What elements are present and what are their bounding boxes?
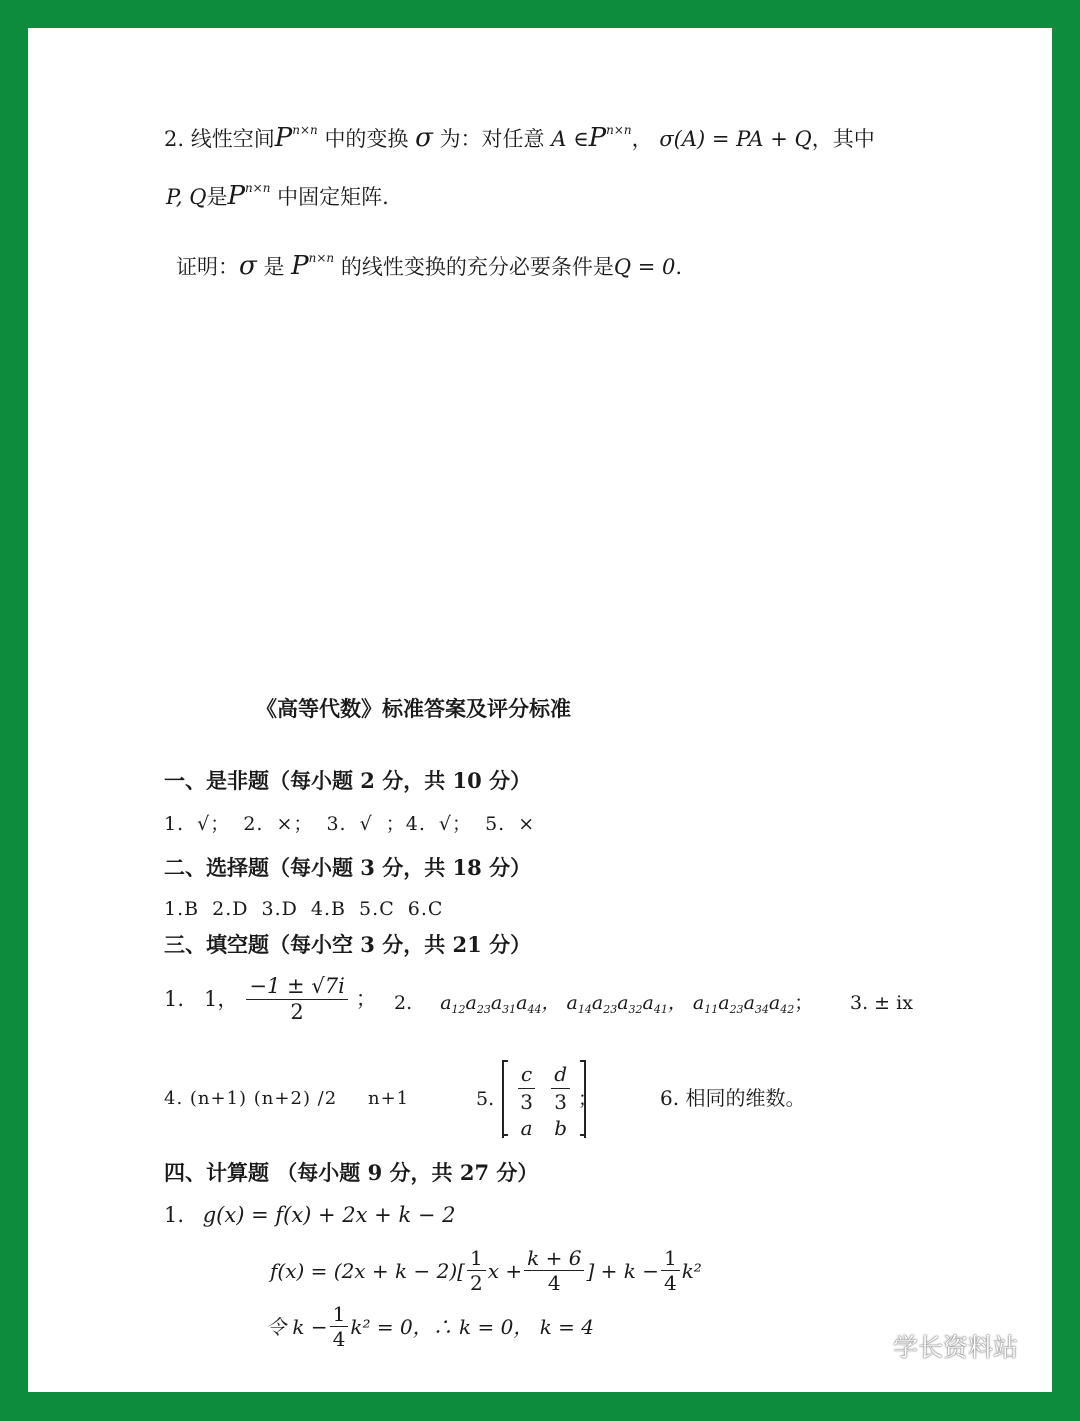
proof-text: 是 xyxy=(263,255,285,279)
fill-q2-term: $a_{12}a_{23}a_{31}a_{44}$ xyxy=(440,992,542,1016)
fill-q6: 6. 相同的维数。 xyxy=(660,1086,806,1110)
calc-q1-line1 xyxy=(164,1205,455,1226)
document-page xyxy=(28,28,1052,1392)
proof-condition: Q = 0 xyxy=(613,255,676,279)
calc-expression: ] + k − xyxy=(586,1258,659,1283)
problem-text: ， xyxy=(631,127,653,151)
fill-q2-term: $a_{14}a_{23}a_{32}a_{41}$ xyxy=(566,992,668,1016)
proof-text: 的线性变换的充分必要条件是 xyxy=(340,255,614,279)
fraction-numerator: −1 ± √7i xyxy=(246,976,347,1000)
proof-label: 证明： xyxy=(176,255,239,279)
answer-title: 《高等代数》标准答案及评分标准 xyxy=(256,696,571,721)
space-dim: n×n xyxy=(606,123,632,137)
section-heading: 三、填空题（每小空 3 分，共 21 分） xyxy=(164,932,532,957)
calc-q1-label: 1. xyxy=(164,1203,185,1227)
calc-q1-line3 xyxy=(266,1304,594,1349)
sigma-symbol: σ xyxy=(415,123,433,153)
wechat-icon xyxy=(851,1332,885,1360)
calc-expression: g(x) = f(x) + 2x + k − 2 xyxy=(202,1203,456,1227)
matrix-entry: d xyxy=(551,1062,570,1089)
space-symbol: P xyxy=(588,123,607,153)
space-symbol: P xyxy=(274,123,293,153)
fraction xyxy=(524,1248,584,1293)
fill-q1-first: 1， xyxy=(204,987,239,1011)
fraction-denominator: 4 xyxy=(332,1327,346,1351)
fill-q2-term: $a_{11}a_{23}a_{34}a_{42}$ xyxy=(692,992,795,1016)
problem-line-1 xyxy=(164,124,875,151)
math-expr: P, Q xyxy=(166,185,207,209)
section-answers: 1.B 2.D 3.D 4.B 5.C 6.C xyxy=(164,898,444,920)
calc-expression: 令 k − xyxy=(266,1314,328,1339)
problem-text: 线性空间 xyxy=(190,127,275,151)
space-dim: n×n xyxy=(292,123,318,137)
map-expression: σ(A) = PA + Q xyxy=(659,127,812,151)
fill-q1-end: ； xyxy=(355,987,377,1011)
fraction-denominator: 4 xyxy=(663,1271,677,1295)
calc-expression: f(x) = (2x + k − 2)[ xyxy=(270,1258,465,1283)
space-symbol: P xyxy=(291,251,309,281)
fraction-numerator: 1 xyxy=(467,1248,486,1271)
fraction xyxy=(661,1248,680,1293)
matrix-entry: b xyxy=(554,1116,568,1140)
fill-q5-matrix xyxy=(502,1062,586,1138)
fill-q1-fraction xyxy=(246,976,347,1023)
problem-line-2 xyxy=(166,182,389,209)
math-expr: A ∈ xyxy=(551,127,589,151)
fraction-denominator: 2 xyxy=(469,1271,483,1295)
problem-text: ，其中 xyxy=(811,127,875,151)
fill-q5-label: 5. xyxy=(476,1088,495,1110)
calc-expression: k² = 0，∴ k = 0， k = 4 xyxy=(350,1314,595,1339)
matrix-entry: 3 xyxy=(554,1090,567,1114)
calc-expression: x + xyxy=(487,1258,523,1283)
matrix-entry: a xyxy=(520,1116,533,1140)
proof-end: . xyxy=(675,255,683,279)
problem-text: 中的变换 xyxy=(324,127,409,151)
fill-q5-end: ； xyxy=(578,1088,598,1110)
fraction-numerator: 1 xyxy=(661,1248,680,1271)
fraction-denominator: 4 xyxy=(547,1271,561,1295)
space-dim: n×n xyxy=(244,181,271,195)
section-heading: 二、选择题（每小题 3 分，共 18 分） xyxy=(164,855,532,880)
matrix-entry: c xyxy=(518,1062,535,1089)
section-heading: 四、计算题 （每小题 9 分，共 27 分） xyxy=(164,1160,539,1185)
matrix-entry: 3 xyxy=(520,1090,533,1114)
matrix-column xyxy=(551,1062,570,1138)
fraction-numerator: k + 6 xyxy=(524,1248,584,1271)
fraction-denominator: 2 xyxy=(290,1000,304,1024)
proof-line xyxy=(176,252,682,279)
fill-q4b: n+1 xyxy=(368,1088,410,1109)
matrix-column xyxy=(518,1062,535,1138)
fill-q3: 3. ± ix xyxy=(850,992,913,1014)
fill-q2: 2. $a_{12}a_{23}a_{31}a_{44}$， $a_{14}a_{23}a_{32}a_{41}$， $a_{11}a_{23}a_{34}a_{42}$； xyxy=(394,992,814,1016)
problem-text: 是 xyxy=(206,185,228,209)
calc-expression: k² xyxy=(681,1258,702,1283)
fraction-numerator: 1 xyxy=(330,1304,349,1327)
section-answers: 1. √； 2. ×； 3. √ ；4. √； 5. × xyxy=(164,813,536,835)
section-heading: 一、是非题（每小题 2 分，共 10 分） xyxy=(164,768,532,793)
problem-number: 2. xyxy=(164,127,185,151)
calc-q1-line2 xyxy=(270,1248,702,1293)
sigma-symbol: σ xyxy=(239,251,257,281)
space-symbol: P xyxy=(227,181,245,211)
fill-q2-label: 2. xyxy=(394,992,413,1014)
problem-text: 为：对任意 xyxy=(439,127,545,151)
watermark xyxy=(851,1328,1018,1364)
fraction xyxy=(330,1304,349,1349)
fraction xyxy=(467,1248,486,1293)
problem-text: 中固定矩阵. xyxy=(277,185,389,209)
fill-q4: 4. (n+1) (n+2) /2 xyxy=(164,1088,338,1109)
watermark-text: 学长资料站 xyxy=(892,1333,1018,1362)
fill-q1-label: 1. xyxy=(164,987,185,1011)
fill-q2-end: ； xyxy=(794,992,814,1014)
space-dim: n×n xyxy=(308,251,335,265)
fill-q1 xyxy=(164,976,377,1023)
